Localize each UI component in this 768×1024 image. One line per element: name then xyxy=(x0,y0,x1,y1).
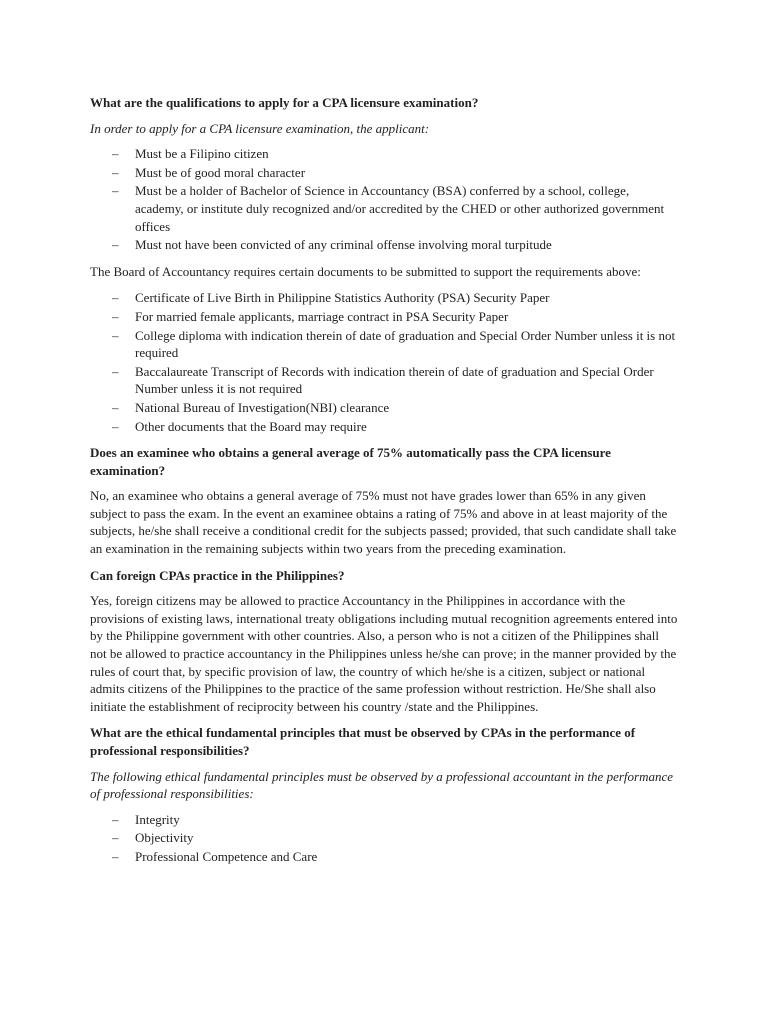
foreign-cpa-heading: Can foreign CPAs practice in the Philippines? xyxy=(90,567,345,583)
list-item xyxy=(90,829,678,847)
dash-bullet: – xyxy=(112,811,119,827)
list-item xyxy=(90,848,678,866)
dash-bullet: – xyxy=(112,308,119,324)
list-item-text: College diploma with indication therein of date of graduation and Special Order Number unless it is not required xyxy=(135,327,676,361)
list-item-text: Must be a holder of Bachelor of Science in Accountancy (BSA) conferred by a school, college, academy, or institute duly recognized and/or accredited by the CHED or other authorized government offices xyxy=(135,183,665,234)
list-item-text: Professional Competence and Care xyxy=(135,848,318,864)
list-item xyxy=(90,418,678,436)
list-item-text: National Bureau of Investigation(NBI) clearance xyxy=(135,399,390,415)
dash-bullet: – xyxy=(112,290,119,306)
list-item xyxy=(90,327,678,362)
qualifications-list xyxy=(90,145,678,254)
list-item-text: Certificate of Live Birth in Philippine Statistics Authority (PSA) Security Paper xyxy=(135,290,550,306)
passing-average-body: No, an examinee who obtains a general average of 75% must not have grades lower than 65% in any given subject to pass the exam. In the event an examinee obtains a rating of 75% and above in at least majority of the subjects, he/she shall receive a conditional credit for the subjects passed; provided, that such candidate shall take an examination in the remaining subjects within two years from the preceding examination. xyxy=(90,488,677,557)
dash-bullet: – xyxy=(112,146,119,162)
ethical-principles-intro: The following ethical fundamental principles must be observed by a professional accountant in the performance of professional responsibilities: xyxy=(90,768,673,802)
dash-bullet: – xyxy=(112,848,119,864)
dash-bullet: – xyxy=(112,237,119,253)
list-item-text: Must be of good moral character xyxy=(135,164,306,180)
list-item xyxy=(90,182,678,235)
list-item-text: Other documents that the Board may require xyxy=(135,418,367,434)
dash-bullet: – xyxy=(112,327,119,343)
list-item-text: For married female applicants, marriage contract in PSA Security Paper xyxy=(135,308,509,324)
list-item xyxy=(90,308,678,326)
qualifications-heading: What are the qualifications to apply for a CPA licensure examination? xyxy=(90,95,479,110)
list-item-text: Must not have been convicted of any criminal offense involving moral turpitude xyxy=(135,237,552,253)
qualifications-intro: In order to apply for a CPA licensure examination, the applicant: xyxy=(90,120,430,136)
list-item xyxy=(90,289,678,307)
dash-bullet: – xyxy=(112,830,119,846)
ethical-principles-heading: What are the ethical fundamental principles that must be observed by CPAs in the performance of professional responsibilities? xyxy=(90,725,636,758)
dash-bullet: – xyxy=(112,164,119,180)
list-item-text: Baccalaureate Transcript of Records with indication therein of date of graduation and Special Order Number unless it is not required xyxy=(135,363,654,397)
list-item-text: Integrity xyxy=(135,811,180,827)
documents-list xyxy=(90,289,678,435)
dash-bullet: – xyxy=(112,399,119,415)
dash-bullet: – xyxy=(112,363,119,379)
list-item xyxy=(90,363,678,398)
list-item xyxy=(90,236,678,254)
dash-bullet: – xyxy=(112,183,119,199)
list-item-text: Must be a Filipino citizen xyxy=(135,146,269,162)
dash-bullet: – xyxy=(112,418,119,434)
ethical-principles-list xyxy=(90,811,678,866)
documents-intro: The Board of Accountancy requires certain documents to be submitted to support the requirements above: xyxy=(90,263,641,279)
passing-average-heading: Does an examinee who obtains a general average of 75% automatically pass the CPA licensure examination? xyxy=(90,445,611,478)
list-item xyxy=(90,399,678,417)
foreign-cpa-body: Yes, foreign citizens may be allowed to practice Accountancy in the Philippines in accordance with the provisions of existing laws, international treaty obligations including mutual recognition agreements entered into by the Philippine government with other countries. Also, a person who is not a citizen of the Philippines shall not be allowed to practice accountancy in the Philippines unless he/she can prove; in the manner provided by the rules of court that, by specific provision of law, the country of which he/she is a citizen, subject or national admits citizens of the Philippines to the practice of the same profession without restriction. He/She shall also initiate the establishment of reciprocity between his country /state and the Philippines. xyxy=(90,593,678,714)
list-item xyxy=(90,811,678,829)
list-item xyxy=(90,145,678,163)
list-item-text: Objectivity xyxy=(135,830,194,846)
list-item xyxy=(90,164,678,182)
